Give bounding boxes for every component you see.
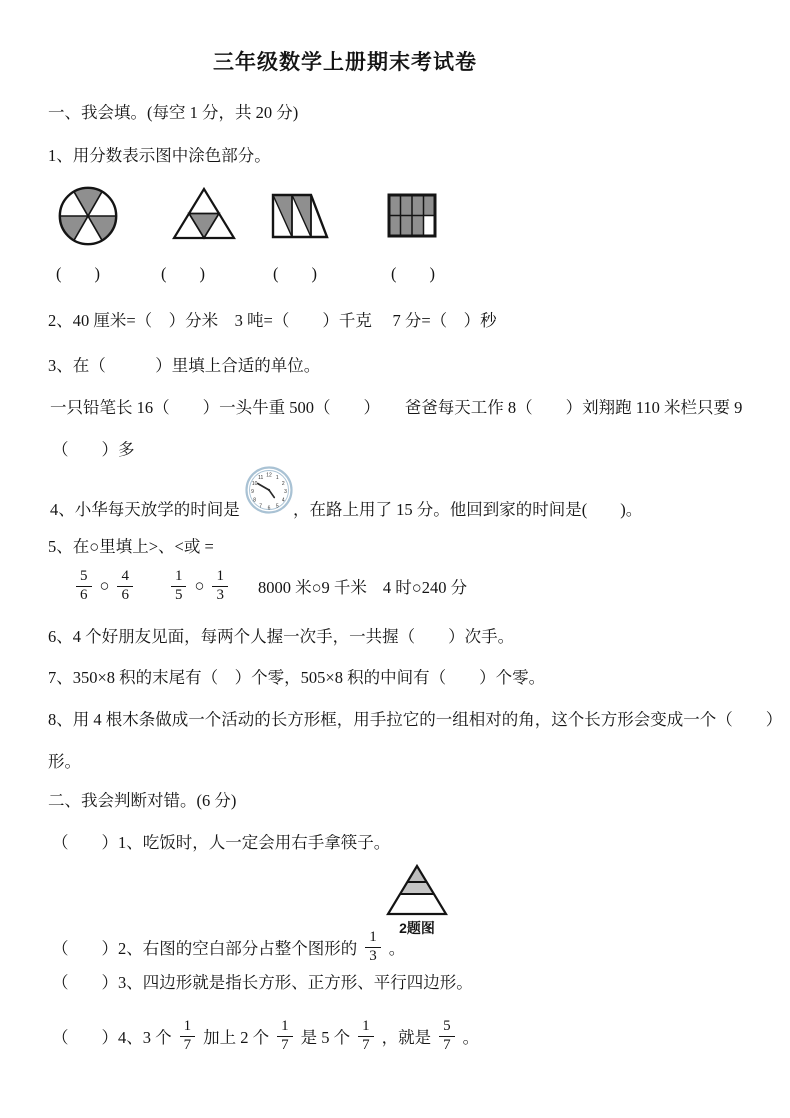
fraction-1-7-b: $\frac{1}{7}$	[277, 1019, 293, 1054]
q3-text: 3、在（ ）里填上合适的单位。	[48, 356, 321, 375]
q4-text-pre: 4、小华每天放学的时间是	[50, 500, 240, 519]
q8-line2: 形。	[48, 752, 81, 771]
svg-text:6: 6	[267, 505, 271, 512]
circle-shaded-sector-bottom-left	[60, 216, 88, 240]
j2-figure-caption: 2题图	[399, 920, 435, 936]
q2-text: 2、40 厘米=（ ）分米 3 吨=（ ）千克 7 分=（ ）秒	[48, 311, 497, 330]
fraction-5-6: $\frac{5}{6}$	[76, 569, 92, 604]
j1-text: （ ）1、吃饭时，人一定会用右手拿筷子。	[52, 833, 391, 852]
svg-text:2: 2	[281, 480, 285, 487]
q3-line2: （ ）多	[52, 440, 135, 459]
fraction-1-7-c: $\frac{1}{7}$	[358, 1019, 374, 1054]
q1-answer-blank-2: ( )	[161, 264, 205, 283]
j3-text: （ ）3、四边形就是指长方形、正方形、平行四边形。	[52, 973, 473, 992]
fraction-1-5: $\frac{1}{5}$	[171, 569, 187, 604]
q1-answer-blank-4: ( )	[391, 264, 435, 283]
fraction-1-7-a: $\frac{1}{7}$	[180, 1019, 196, 1054]
circle-shaded-sector-bottom-right	[88, 216, 116, 240]
q1-figure-quad	[271, 193, 329, 239]
j4-text-2: 加上 2 个	[203, 1028, 270, 1047]
q5-text: 5、在○里填上>、<或 =	[48, 537, 214, 556]
triangle-shaded-center	[189, 214, 219, 239]
svg-text:4: 4	[281, 497, 285, 504]
svg-text:12: 12	[266, 472, 272, 479]
svg-text:9: 9	[251, 489, 254, 496]
q1-figure-grid	[387, 193, 437, 238]
section1-heading: 一、我会填。(每空 1 分，共 20 分)	[48, 103, 299, 122]
compare-circle-2: ○	[194, 576, 205, 595]
j2-text-pre: （ ）2、右图的空白部分占整个图形的	[52, 939, 358, 958]
q6-text: 6、4 个好朋友见面，每两个人握一次手，一共握（ ）次手。	[48, 627, 515, 646]
compare-circle-1: ○	[99, 576, 110, 595]
fraction-4-6: $\frac{4}{6}$	[117, 569, 133, 604]
q1-answer-blank-3: ( )	[273, 264, 317, 283]
q5-compare-text-1: 8000 米○9 千米	[257, 578, 367, 597]
j2-line	[52, 926, 405, 968]
j2-text-post: 。	[388, 939, 406, 958]
circle-shaded-sector-top	[74, 188, 102, 216]
q1-text: 1、用分数表示图中涂色部分。	[48, 146, 271, 165]
section2-heading: 二、我会判断对错。(6 分)	[48, 791, 237, 810]
j2-triangle-top-shade	[407, 866, 426, 882]
svg-text:11: 11	[258, 474, 264, 481]
svg-text:10: 10	[251, 480, 258, 487]
fraction-5-7: $\frac{5}{7}$	[439, 1019, 455, 1054]
page-title: 三年级数学上册期末考试卷	[213, 51, 477, 74]
j4-text-1: （ ）4、3 个	[52, 1028, 172, 1047]
q3-line1: 一只铅笔长 16（ ）一头牛重 500（ ） 爸爸每天工作 8（ ）刘翔跑 110 米栏只要 9	[50, 398, 743, 417]
svg-text:8: 8	[253, 497, 257, 504]
j4-line	[52, 1013, 479, 1059]
grid-white-cell	[424, 216, 436, 237]
q8-line1: 8、用 4 根木条做成一个活动的长方形框，用手拉它的一组相对的角，这个长方形会变成一个（ ）	[48, 710, 783, 729]
q1-figure-circle	[57, 185, 119, 247]
q5-comparison-row	[76, 562, 467, 610]
j4-text-5: 。	[462, 1028, 480, 1047]
j4-text-3: 是 5 个	[300, 1028, 351, 1047]
svg-text:3: 3	[284, 489, 287, 496]
q1-answer-blank-1: ( )	[56, 264, 100, 283]
svg-text:1: 1	[275, 474, 279, 481]
q4-clock	[245, 466, 293, 514]
fraction-1-3-j2: $\frac{1}{3}$	[365, 930, 381, 965]
j2-figure-triangle	[386, 864, 448, 918]
q7-text: 7、350×8 积的末尾有（ ）个零，505×8 积的中间有（ ）个零。	[48, 668, 546, 687]
j4-text-4: ，就是	[381, 1028, 432, 1047]
q4-text-post: ，在路上用了 15 分。他回到家的时间是( )。	[293, 500, 643, 519]
clock-center-dot	[268, 489, 270, 491]
svg-text:7: 7	[259, 503, 263, 510]
fraction-1-3: $\frac{1}{3}$	[212, 569, 228, 604]
svg-text:5: 5	[275, 503, 279, 510]
q5-compare-text-2: 4 时○240 分	[382, 578, 468, 597]
q1-figure-triangle	[172, 187, 236, 241]
